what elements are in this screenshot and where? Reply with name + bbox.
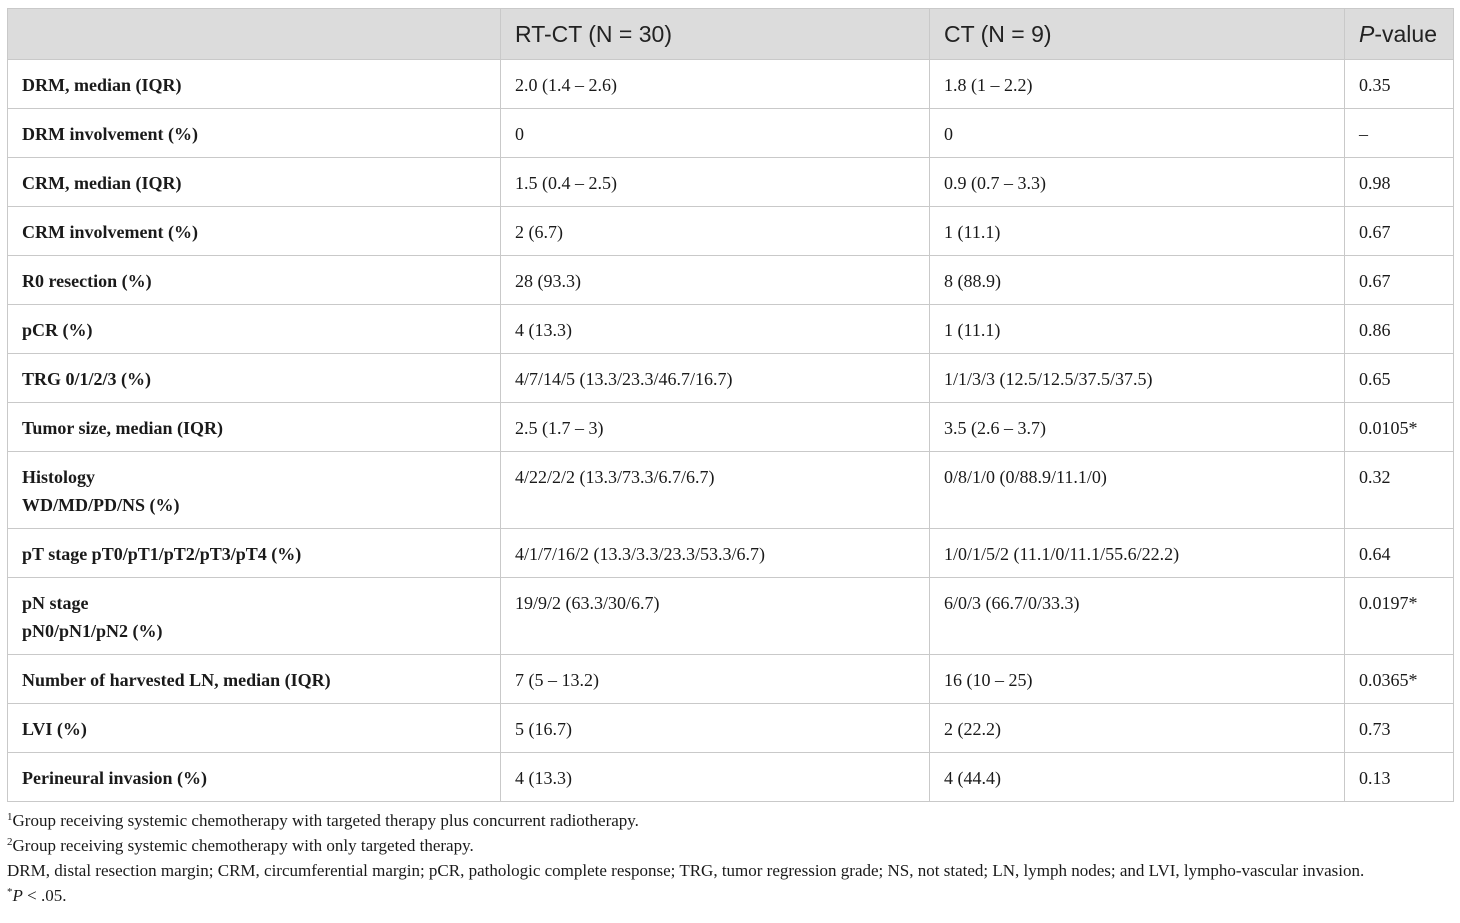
footnote-1-text: Group receiving systemic chemotherapy with targeted therapy plus concurrent radiotherapy. — [12, 811, 639, 830]
cell-ct: 0.9 (0.7 – 3.3) — [930, 158, 1345, 207]
row-label — [8, 256, 501, 305]
row-label-line: pCR (%) — [22, 320, 93, 340]
cell-rt-ct: 1.5 (0.4 – 2.5) — [501, 158, 930, 207]
table-row — [8, 109, 1454, 158]
cell-p-value: 0.0365* — [1345, 655, 1454, 704]
table-row — [8, 158, 1454, 207]
row-label — [8, 354, 501, 403]
cell-p-value: 0.35 — [1345, 60, 1454, 109]
row-label — [8, 529, 501, 578]
cell-ct: 1.8 (1 – 2.2) — [930, 60, 1345, 109]
cell-rt-ct: 28 (93.3) — [501, 256, 930, 305]
cell-p-value: – — [1345, 109, 1454, 158]
significance-marker: * — [7, 886, 13, 898]
cell-p-value: 0.0197* — [1345, 578, 1454, 655]
cell-ct: 1 (11.1) — [930, 305, 1345, 354]
cell-rt-ct: 2.0 (1.4 – 2.6) — [501, 60, 930, 109]
table-footnotes — [7, 808, 1453, 908]
row-label — [8, 109, 501, 158]
table-row — [8, 354, 1454, 403]
row-label — [8, 305, 501, 354]
cell-ct: 16 (10 – 25) — [930, 655, 1345, 704]
row-label — [8, 403, 501, 452]
row-label-line: CRM, median (IQR) — [22, 173, 182, 193]
row-label-line: pN0/pN1/pN2 (%) — [22, 621, 163, 641]
row-label — [8, 207, 501, 256]
cell-p-value: 0.65 — [1345, 354, 1454, 403]
row-label — [8, 704, 501, 753]
cell-p-value: 0.98 — [1345, 158, 1454, 207]
cell-rt-ct: 7 (5 – 13.2) — [501, 655, 930, 704]
cell-rt-ct: 4/7/14/5 (13.3/23.3/46.7/16.7) — [501, 354, 930, 403]
row-label-line: Histology — [22, 467, 96, 487]
row-label — [8, 753, 501, 802]
cell-ct: 0 — [930, 109, 1345, 158]
footnote-1-marker: 1 — [7, 811, 13, 823]
cell-p-value: 0.73 — [1345, 704, 1454, 753]
table-row — [8, 452, 1454, 529]
cell-rt-ct: 4/22/2/2 (13.3/73.3/6.7/6.7) — [501, 452, 930, 529]
cell-ct: 1/0/1/5/2 (11.1/0/11.1/55.6/22.2) — [930, 529, 1345, 578]
table-row — [8, 60, 1454, 109]
cell-rt-ct: 4 (13.3) — [501, 753, 930, 802]
row-label-line: LVI (%) — [22, 719, 87, 739]
table-row — [8, 655, 1454, 704]
cell-ct: 1/1/3/3 (12.5/12.5/37.5/37.5) — [930, 354, 1345, 403]
table-row — [8, 305, 1454, 354]
cell-ct: 0/8/1/0 (0/88.9/11.1/0) — [930, 452, 1345, 529]
row-label — [8, 655, 501, 704]
row-label — [8, 452, 501, 529]
row-label-line: Tumor size, median (IQR) — [22, 418, 224, 438]
results-table — [7, 8, 1454, 802]
row-label-line: CRM involvement (%) — [22, 222, 198, 242]
footnote-2 — [7, 833, 1453, 858]
header-p-italic: P — [1359, 20, 1375, 47]
cell-ct: 6/0/3 (66.7/0/33.3) — [930, 578, 1345, 655]
abbreviations-note: DRM, distal resection margin; CRM, circumferential margin; pCR, pathologic complete response; TRG, tumor regression grade; NS, not stated; LN, lymph nodes; and LVI, lympho-vascular invasion. — [7, 861, 1365, 880]
footnote-1 — [7, 808, 1453, 833]
row-label — [8, 60, 501, 109]
significance-note — [7, 883, 1453, 908]
header-label — [8, 9, 501, 60]
row-label — [8, 158, 501, 207]
table-row — [8, 403, 1454, 452]
cell-rt-ct: 19/9/2 (63.3/30/6.7) — [501, 578, 930, 655]
header-p-value — [1345, 9, 1454, 60]
cell-rt-ct: 2.5 (1.7 – 3) — [501, 403, 930, 452]
cell-ct: 1 (11.1) — [930, 207, 1345, 256]
row-label-line: R0 resection (%) — [22, 271, 152, 291]
cell-ct: 2 (22.2) — [930, 704, 1345, 753]
cell-rt-ct: 2 (6.7) — [501, 207, 930, 256]
cell-p-value: 0.86 — [1345, 305, 1454, 354]
row-label — [8, 578, 501, 655]
table-row — [8, 753, 1454, 802]
footnote-2-text: Group receiving systemic chemotherapy with only targeted therapy. — [12, 836, 474, 855]
table-row — [8, 529, 1454, 578]
header-rt-ct: RT-CT (N = 30) — [501, 9, 930, 60]
table-row — [8, 207, 1454, 256]
row-label-line: WD/MD/PD/NS (%) — [22, 495, 180, 515]
row-label-line: TRG 0/1/2/3 (%) — [22, 369, 151, 389]
cell-rt-ct: 0 — [501, 109, 930, 158]
footnote-2-marker: 2 — [7, 836, 13, 848]
row-label-line: pN stage — [22, 593, 89, 613]
table-row — [8, 578, 1454, 655]
row-label-line: pT stage pT0/pT1/pT2/pT3/pT4 (%) — [22, 544, 302, 564]
cell-p-value: 0.0105* — [1345, 403, 1454, 452]
cell-p-value: 0.13 — [1345, 753, 1454, 802]
cell-rt-ct: 4 (13.3) — [501, 305, 930, 354]
cell-rt-ct: 4/1/7/16/2 (13.3/3.3/23.3/53.3/6.7) — [501, 529, 930, 578]
cell-p-value: 0.67 — [1345, 256, 1454, 305]
results-table-page — [7, 8, 1453, 908]
cell-p-value: 0.64 — [1345, 529, 1454, 578]
header-ct: CT (N = 9) — [930, 9, 1345, 60]
row-label-line: DRM involvement (%) — [22, 124, 198, 144]
row-label-line: Perineural invasion (%) — [22, 768, 207, 788]
cell-p-value: 0.32 — [1345, 452, 1454, 529]
header-row — [8, 9, 1454, 60]
row-label-line: Number of harvested LN, median (IQR) — [22, 670, 331, 690]
header-p-rest: -value — [1374, 20, 1437, 47]
cell-ct: 4 (44.4) — [930, 753, 1345, 802]
cell-ct: 3.5 (2.6 – 3.7) — [930, 403, 1345, 452]
cell-p-value: 0.67 — [1345, 207, 1454, 256]
table-row — [8, 256, 1454, 305]
significance-p: P — [12, 886, 23, 905]
significance-text: < .05. — [22, 886, 67, 905]
table-row — [8, 704, 1454, 753]
row-label-line: DRM, median (IQR) — [22, 75, 182, 95]
table-body — [8, 60, 1454, 802]
cell-rt-ct: 5 (16.7) — [501, 704, 930, 753]
cell-ct: 8 (88.9) — [930, 256, 1345, 305]
